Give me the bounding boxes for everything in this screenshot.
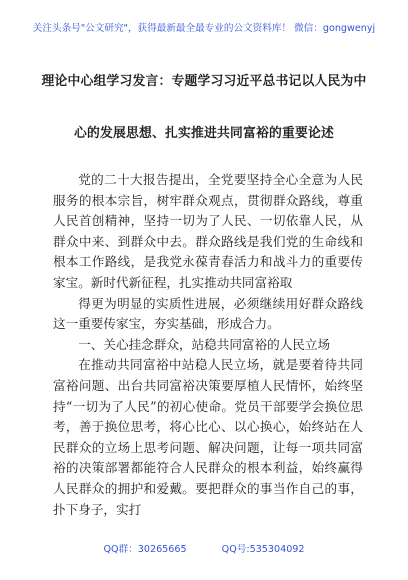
document-title-line2: 心的发展思想、扎实推进共同富裕的重要论述 — [74, 126, 334, 141]
document-title-line1: 理论中心组学习发言：专题学习习近平总书记以人民为中 — [41, 74, 367, 89]
header-banner: 关注头条号"公文研究"，获得最新最全最专业的公文资料库！ 微信：gongwenyj — [32, 23, 376, 34]
section-heading: 一、关心挂念群众，站稳共同富裕的人民立场 — [78, 336, 331, 352]
body-paragraph: 在推动共同富裕中站稳人民立场，就是要着待共同富裕问题、出台共同富裕决策要厚植人民情怀，始终坚持“一切为了人民”的初心使命。党员干部要学会换位思考，善于换位思考，将心比心、以心换心，始终站在人民群众的立场上思考问题、解决问题，让每一项共同富裕的决策部署都能符合人民群众的根本利益，始终赢得人民群众的拥护和爱戴。要把群众的事当作自己的事，扑下身子，实打 — [53, 357, 363, 517]
document-body — [53, 170, 363, 520]
body-paragraph: 得更为明显的实质性进展，必须继续用好群众路线这一重要传家宝，夯实基础，形成合力。 — [53, 295, 363, 332]
footer-contact — [0, 541, 408, 555]
qq-number-text: QQ号:535304092 — [221, 544, 305, 555]
qq-group-text: QQ群：30265665 — [103, 544, 187, 555]
body-paragraph: 党的二十大报告提出，全党要坚持全心全意为人民服务的根本宗旨，树牢群众观点，贯彻群众路线，尊重人民首创精神，坚持一切为了人民、一切依靠人民，从群众中来、到群众中去。群众路线是我们党的生命线和根本工作路线，是我党永葆青春活力和战斗力的重要传家宝。新时代新征程，扎实推动共同富裕取 — [53, 172, 363, 290]
